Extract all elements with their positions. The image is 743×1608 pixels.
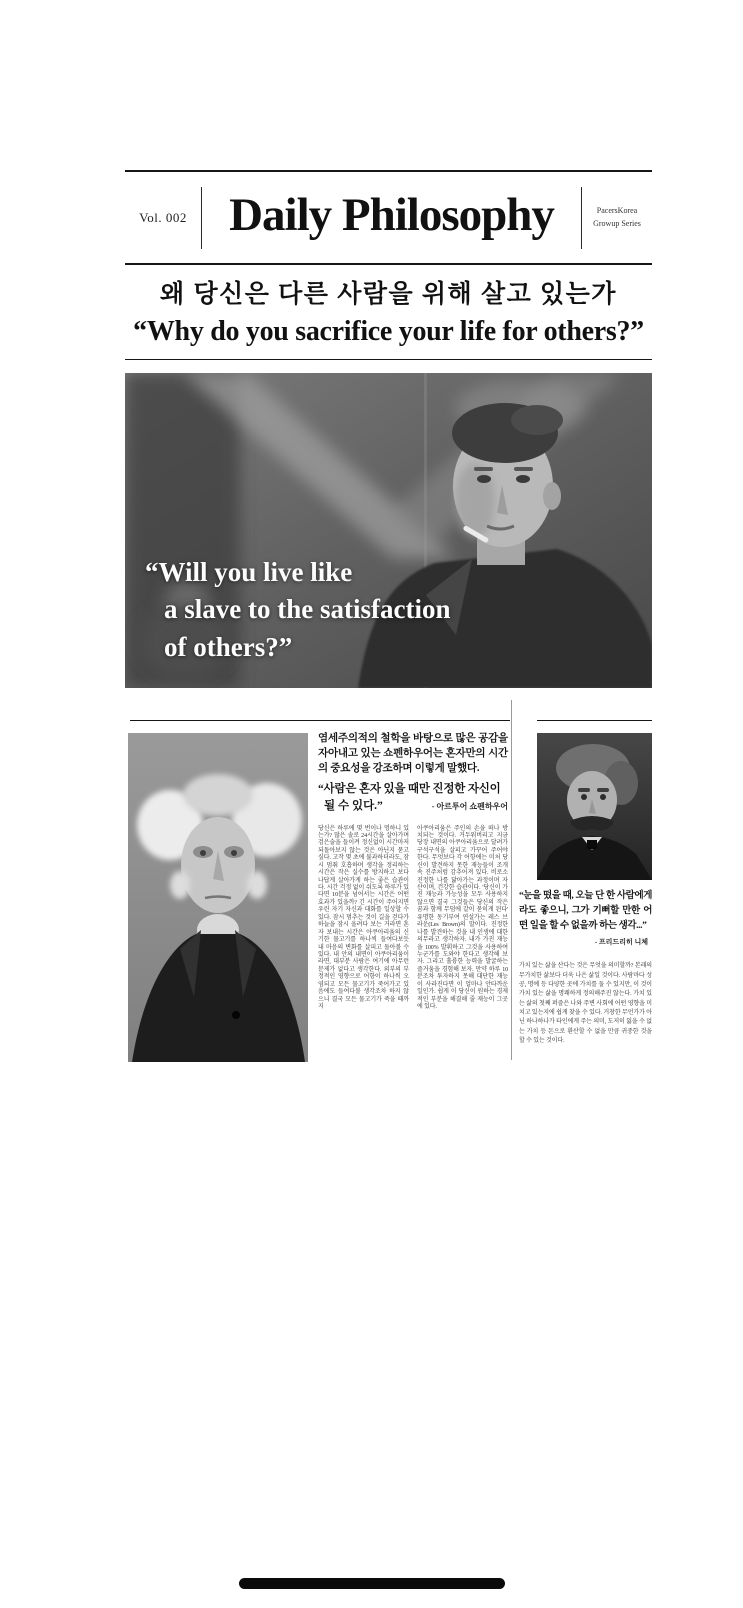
article-body-column-2: 아쿠아리움은 주인의 손을 떠나 방치되는 것이다. 거두워버리고 지금 당장 내면의 아쿠아리움으로 달려가 구석구석을 살피고 가꾸어 주어야 한다. 무엇보다 각 어항에는 미처 당신이 발견하지 못한 재능들이 조개 속 진주처럼 감추어져 있다. 비로소 진정한 나를 닮아가는 과정이며 자산이며, 건강한 습관이다. '당신이 가진 재능과 가능성을 모두 사용하지 않으면 결국 그것들은 당신의 작은 꿈과 함께 무덤에 같이 묻히게 된다' 유명한 동기부여 연설가는 레스 브라운(Les Brown)의 말이다. 진정한 나를 발견하는 것을 내 인생에 대한 의무라고 생각하자. 내가 가진 재능을 100% 발휘하고 그것을 사용하여 누군가를 도와야 한다고 생각해 보자. 그리고 훌륭한 능력을 발굴하는 즐거움을 경험해 보자. 만약 하루 10분조차 투자하지 못해 대단한 재능이 사라진다면 이 얼마나 안타까운 일인가. 쉽게 이 당신이 원하는 경제적인 부분을 해결해 줄 재능이 그곳에 있다. — [417, 825, 508, 1011]
hero-quote-line-2: a slave to the satisfaction — [164, 594, 451, 625]
nietzsche-photo-illustration — [537, 733, 652, 880]
article-attribution: - 아르투어 쇼펜하우어 — [431, 801, 508, 811]
sidebar-body: 가치 있는 삶을 산다는 것은 무엇을 의미할까? 본래의 무가치한 삶보다 더욱 나은 삶일 것이다. 사람마다 성공, 명예 등 다양한 곳에 가치를 둘 수 있지만, 이 것이 가치 있는 삶을 명쾌하게 정의해주진 않는다. 가치 있는 삶의 첫째 퍼즐은 나와 주변 사회에 어떤 영향을 미치고 있는지에 쉽게 찾을 수 있다. 거창한 무언가가 아닌 하나하나가 타인에게 주는 의미, 도저히 잃을 수 없는 가치 등 돈으로 환산할 수 없을 만큼 귀중한 것을 할 수 있는 것이다. — [519, 963, 652, 1044]
headline-english: “Why do you sacrifice your life for others?” — [133, 315, 644, 347]
masthead — [125, 170, 652, 265]
article-body-column-1: 당신은 하루에 몇 번이나 멍하니 있는가? 많은 솔로 24시간을 살아가며 검은술을 들이켜 정신없이 시간마저 되돌아보지 않는 것은 아닌지 묻고 싶다. 고작 몇 초에 불과하더라도, 잠시 멈춰 호흡하며 생각을 정리하는 시간은 작은 실수를 방지하고 보다 나답게 살아가게 하는 좋은 습관이다. 시간 걱정 없이 쉬도록 하루가 있다면 10분을 넘어서는 시간은 어떤 효과가 있을까? 긴 시간이 주어지면 우린 자기 자신과 대화를 일상할 수 있다. 잠시 멈추는 것이 길을 걷다가 하늘을 잠시 올려다 보는 거라면 혼자 보내는 시간은 아쿠아리움의 신기한 물고기를 하나씩 들여다보듯 내 마음의 변화를 살피고 돌아볼 수 있다. 내 안의 내면이 아쿠아리움이라면, 대부분 사람은 여기에 아무런 문제가 없다고 생각한다. 외부의 부정적인 영향으로 어항이 하나씩 오염되고 모든 물고기가 죽어가고 있음에도 들여다볼 생각조차 하지 않으니 결국 모든 물고기가 죽을 때까지 — [318, 825, 409, 1011]
article-quote-row — [318, 797, 508, 813]
column-rule-left — [130, 720, 510, 721]
headline-korean: 왜 당신은 다른 사람을 위해 살고 있는가 — [160, 281, 617, 308]
volume-label: Vol. 002 — [139, 209, 187, 225]
article-intro: 염세주의적의 철학을 바탕으로 많은 공감을 자아내고 있는 쇼펜하우어는 혼자만의 시간의 중요성을 강조하며 이렇게 말했다. — [318, 732, 508, 775]
article-quote-line-2: 될 수 있다.” — [324, 799, 383, 812]
camus-photo — [125, 373, 652, 688]
masthead-title: Daily Philosophy — [229, 189, 554, 241]
hero-quote-line-3: of others?” — [164, 631, 293, 662]
schopenhauer-photo — [128, 733, 308, 1062]
article-body — [318, 826, 508, 1012]
nietzsche-photo — [537, 733, 652, 880]
sidebar-quote: “눈을 떴을 때, 오늘 단 한 사람에게라도 좋으니, 그가 기뻐할 만한 어떤 일을 할 수 없을까 하는 생각...” — [519, 890, 652, 932]
publisher-label — [582, 205, 652, 231]
column-divider — [511, 700, 512, 1060]
home-indicator[interactable] — [239, 1578, 505, 1589]
publisher-line-2: Growup Series — [593, 218, 641, 228]
schopenhauer-photo-illustration — [128, 733, 308, 1062]
article-section — [125, 700, 652, 1066]
column-rule-right — [537, 720, 652, 721]
headline-block — [125, 265, 652, 360]
article-quote-line-1: “사람은 혼자 있을 때만 진정한 자신이 — [318, 782, 501, 795]
sidebar-attribution: - 프리드리히 니체 — [594, 938, 648, 947]
hero-quote-line-1: “Will you live like — [145, 557, 353, 588]
publisher-line-1: PacersKorea — [596, 205, 638, 215]
article-column — [318, 731, 508, 1012]
newspaper-page — [125, 170, 652, 1066]
hero-quote — [145, 554, 450, 666]
sidebar-column — [519, 733, 652, 1046]
